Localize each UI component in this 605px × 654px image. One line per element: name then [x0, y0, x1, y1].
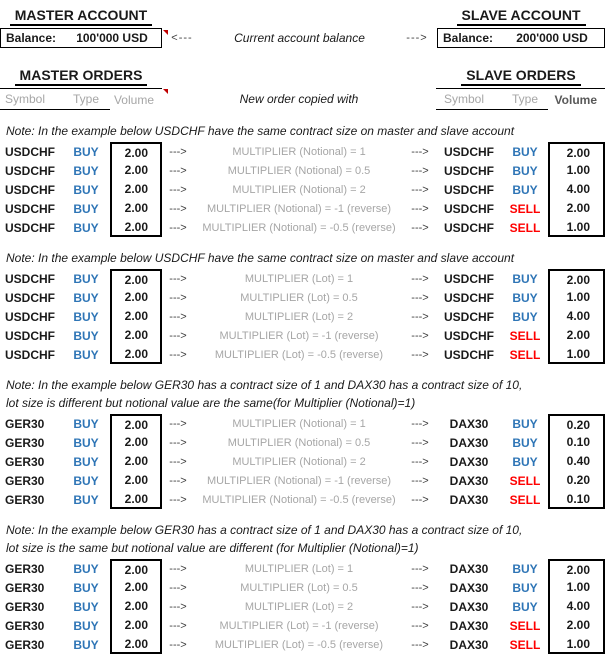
slave-symbol: DAX30 [449, 599, 489, 614]
slave-account-title: SLAVE ACCOUNT [457, 7, 586, 26]
note-line: Note: In the example below USDCHF have the same contract size on master and slave account [6, 251, 515, 265]
order-row [0, 326, 605, 345]
copy-arrow-icon: ---> [411, 417, 429, 430]
slave-order-type: BUY [512, 561, 538, 576]
slave-symbol: USDCHF [444, 271, 494, 286]
copy-arrow-icon: ---> [411, 638, 429, 651]
copy-arrow-icon: ---> [411, 202, 429, 215]
master-symbol: USDCHF [5, 144, 55, 159]
order-row [0, 414, 605, 433]
order-row [0, 269, 605, 288]
slave-symbol: USDCHF [444, 347, 494, 362]
copy-arrow-icon: ---> [411, 164, 429, 177]
slave-volume: 4.00 [548, 307, 605, 326]
order-row [0, 452, 605, 471]
slave-volume: 1.00 [548, 635, 605, 654]
copy-arrow-icon: ---> [411, 145, 429, 158]
order-row [0, 307, 605, 326]
slave-symbol-header: Symbol [436, 88, 502, 110]
slave-order-type: BUY [512, 435, 538, 450]
slave-symbol: DAX30 [449, 454, 489, 469]
copy-arrow-icon: ---> [169, 145, 187, 158]
slave-type-header: Type [502, 88, 548, 110]
multiplier-setting: MULTIPLIER (Notional) = 0.5 [227, 164, 371, 177]
slave-balance-value: 200'000 USD [516, 31, 588, 45]
slave-symbol: USDCHF [444, 144, 494, 159]
slave-volume: 4.00 [548, 597, 605, 616]
slave-symbol: DAX30 [449, 618, 489, 633]
master-symbol: USDCHF [5, 201, 55, 216]
slave-volume: 0.20 [548, 414, 605, 433]
note-line: Note: In the example below GER30 has a contract size of 1 and DAX30 has a contract size of 10, [6, 378, 523, 392]
copy-arrow-icon: ---> [169, 455, 187, 468]
copy-arrow-icon: ---> [169, 581, 187, 594]
slave-order-type: SELL [509, 473, 541, 488]
slave-symbol: DAX30 [449, 416, 489, 431]
slave-symbol: USDCHF [444, 163, 494, 178]
master-volume: 2.00 [110, 307, 162, 326]
master-volume: 2.00 [110, 269, 162, 288]
master-order-type: BUY [73, 347, 99, 362]
copy-arrow-icon: ---> [411, 600, 429, 613]
master-symbol: GER30 [5, 599, 45, 614]
master-order-type: BUY [73, 637, 99, 652]
multiplier-setting: MULTIPLIER (Notional) = -0.5 (reverse) [202, 493, 396, 506]
slave-order-type: BUY [512, 144, 538, 159]
master-symbol: USDCHF [5, 271, 55, 286]
multiplier-setting: MULTIPLIER (Lot) = -0.5 (reverse) [214, 348, 384, 361]
multiplier-setting: MULTIPLIER (Notional) = 2 [232, 455, 366, 468]
master-order-type: BUY [73, 220, 99, 235]
master-account-title: MASTER ACCOUNT [10, 7, 152, 26]
slave-order-type: SELL [509, 637, 541, 652]
master-volume: 2.00 [110, 452, 162, 471]
master-volume: 2.00 [110, 490, 162, 509]
slave-symbol: USDCHF [444, 328, 494, 343]
master-symbol: GER30 [5, 492, 45, 507]
slave-volume: 1.00 [548, 578, 605, 597]
copy-arrow-icon: ---> [411, 474, 429, 487]
slave-symbol: USDCHF [444, 182, 494, 197]
multiplier-setting: MULTIPLIER (Lot) = -1 (reverse) [219, 329, 379, 342]
master-volume: 2.00 [110, 635, 162, 654]
example-block [0, 122, 605, 237]
slave-symbol: DAX30 [449, 492, 489, 507]
master-symbol: USDCHF [5, 163, 55, 178]
slave-volume: 0.10 [548, 433, 605, 452]
master-symbol: GER30 [5, 618, 45, 633]
note-line: lot size is different but notional value are the same(for Multiplier (Notional)=1) [6, 396, 416, 410]
slave-volume: 1.00 [548, 345, 605, 364]
copy-arrow-icon: ---> [411, 619, 429, 632]
master-volume: 2.00 [110, 578, 162, 597]
block-note [6, 521, 605, 557]
slave-volume: 2.00 [548, 616, 605, 635]
order-row [0, 559, 605, 578]
slave-orders-title: SLAVE ORDERS [461, 67, 580, 86]
slave-order-type: BUY [512, 416, 538, 431]
copy-arrow-icon: ---> [411, 183, 429, 196]
copy-arrow-icon: ---> [169, 600, 187, 613]
block-note [6, 122, 605, 140]
master-volume: 2.00 [110, 326, 162, 345]
copy-arrow-icon: ---> [169, 329, 187, 342]
slave-order-type: SELL [509, 201, 541, 216]
master-volume: 2.00 [110, 180, 162, 199]
master-volume: 2.00 [110, 161, 162, 180]
example-block [0, 376, 605, 509]
order-row [0, 635, 605, 654]
copy-arrow-icon: ---> [411, 493, 429, 506]
order-row [0, 597, 605, 616]
copy-arrow-icon: ---> [169, 474, 187, 487]
slave-order-type: SELL [509, 347, 541, 362]
master-symbol: USDCHF [5, 309, 55, 324]
multiplier-setting: MULTIPLIER (Lot) = 1 [244, 562, 354, 575]
master-order-type: BUY [73, 492, 99, 507]
master-order-type: BUY [73, 454, 99, 469]
slave-order-type: BUY [512, 580, 538, 595]
master-order-type: BUY [73, 201, 99, 216]
order-row [0, 161, 605, 180]
copy-arrow-icon: ---> [411, 436, 429, 449]
slave-order-type: SELL [509, 220, 541, 235]
multiplier-setting: MULTIPLIER (Lot) = 0.5 [240, 291, 358, 304]
master-volume: 2.00 [110, 616, 162, 635]
master-order-type: BUY [73, 271, 99, 286]
order-row [0, 288, 605, 307]
master-symbol: GER30 [5, 637, 45, 652]
slave-volume: 1.00 [548, 218, 605, 237]
master-volume: 2.00 [110, 288, 162, 307]
copy-arrow-icon: ---> [169, 221, 187, 234]
master-volume: 2.00 [110, 199, 162, 218]
copy-arrow-icon: ---> [411, 455, 429, 468]
master-balance-value: 100'000 USD [76, 31, 148, 45]
slave-symbol: DAX30 [449, 561, 489, 576]
master-volume: 2.00 [110, 218, 162, 237]
multiplier-setting: MULTIPLIER (Notional) = -1 (reverse) [206, 202, 392, 215]
order-row [0, 433, 605, 452]
copy-arrow-icon: ---> [169, 493, 187, 506]
master-order-type: BUY [73, 163, 99, 178]
example-block [0, 249, 605, 364]
example-blocks [0, 122, 605, 654]
slave-volume: 0.40 [548, 452, 605, 471]
order-row [0, 142, 605, 161]
note-line: Note: In the example below USDCHF have the same contract size on master and slave account [6, 124, 515, 138]
copy-arrow-icon: ---> [411, 310, 429, 323]
slave-volume: 2.00 [548, 199, 605, 218]
multiplier-setting: MULTIPLIER (Lot) = -1 (reverse) [219, 619, 379, 632]
master-order-type: BUY [73, 599, 99, 614]
slave-balance-box [437, 28, 605, 48]
copy-arrow-icon: ---> [169, 562, 187, 575]
copy-arrow-icon: ---> [169, 436, 187, 449]
slave-volume: 1.00 [548, 161, 605, 180]
master-volume: 2.00 [110, 597, 162, 616]
master-order-type: BUY [73, 328, 99, 343]
master-volume: 2.00 [110, 433, 162, 452]
orders-caption: New order copied with [239, 92, 359, 106]
multiplier-setting: MULTIPLIER (Notional) = -1 (reverse) [206, 474, 392, 487]
master-symbol: USDCHF [5, 347, 55, 362]
master-balance-label: Balance: [6, 31, 57, 45]
multiplier-setting: MULTIPLIER (Notional) = -0.5 (reverse) [202, 221, 396, 234]
balance-caption: Current account balance [234, 31, 365, 45]
master-symbol: GER30 [5, 454, 45, 469]
slave-volume: 2.00 [548, 326, 605, 345]
slave-volume: 2.00 [548, 559, 605, 578]
slave-order-type: BUY [512, 599, 538, 614]
copy-arrow-icon: ---> [411, 221, 429, 234]
copy-arrow-icon: ---> [411, 272, 429, 285]
note-line: Note: In the example below GER30 has a contract size of 1 and DAX30 has a contract size of 10, [6, 523, 523, 537]
order-rows [0, 414, 605, 509]
master-order-type: BUY [73, 473, 99, 488]
order-rows [0, 142, 605, 237]
master-volume: 2.00 [110, 559, 162, 578]
slave-symbol: USDCHF [444, 201, 494, 216]
orders-titles-row [0, 64, 605, 88]
multiplier-setting: MULTIPLIER (Lot) = 1 [244, 272, 354, 285]
slave-volume: 1.00 [548, 288, 605, 307]
arrow-right-icon: ---> [406, 32, 428, 44]
copy-arrow-icon: ---> [411, 329, 429, 342]
slave-symbol: USDCHF [444, 220, 494, 235]
slave-symbol: DAX30 [449, 473, 489, 488]
master-type-header: Type [62, 88, 110, 110]
order-row [0, 616, 605, 635]
slave-volume-header: Volume [548, 88, 605, 110]
block-note [6, 249, 605, 267]
comment-indicator-icon [163, 89, 168, 94]
arrow-left-icon: <--- [171, 32, 193, 44]
slave-order-type: SELL [509, 618, 541, 633]
order-row [0, 490, 605, 509]
master-symbol: USDCHF [5, 290, 55, 305]
comment-indicator-icon [163, 30, 168, 35]
copy-arrow-icon: ---> [169, 183, 187, 196]
multiplier-setting: MULTIPLIER (Notional) = 0.5 [227, 436, 371, 449]
copy-arrow-icon: ---> [169, 202, 187, 215]
multiplier-setting: MULTIPLIER (Lot) = 2 [244, 310, 354, 323]
slave-symbol: DAX30 [449, 580, 489, 595]
slave-order-type: SELL [509, 328, 541, 343]
master-order-type: BUY [73, 618, 99, 633]
master-symbol: GER30 [5, 561, 45, 576]
order-row [0, 180, 605, 199]
master-order-type: BUY [73, 580, 99, 595]
slave-balance-label: Balance: [443, 31, 494, 45]
multiplier-setting: MULTIPLIER (Lot) = -0.5 (reverse) [214, 638, 384, 651]
master-orders-title: MASTER ORDERS [15, 67, 148, 86]
slave-volume: 2.00 [548, 269, 605, 288]
master-volume: 2.00 [110, 471, 162, 490]
master-order-type: BUY [73, 309, 99, 324]
account-titles-row [0, 4, 605, 28]
column-headers-row [0, 88, 605, 110]
master-order-type: BUY [73, 435, 99, 450]
multiplier-setting: MULTIPLIER (Notional) = 1 [232, 145, 366, 158]
copy-arrow-icon: ---> [169, 417, 187, 430]
slave-symbol: DAX30 [449, 435, 489, 450]
slave-order-type: BUY [512, 182, 538, 197]
master-order-type: BUY [73, 182, 99, 197]
slave-symbol: USDCHF [444, 290, 494, 305]
order-row [0, 345, 605, 364]
slave-order-type: BUY [512, 454, 538, 469]
master-order-type: BUY [73, 290, 99, 305]
order-row [0, 578, 605, 597]
master-symbol: GER30 [5, 580, 45, 595]
master-volume: 2.00 [110, 142, 162, 161]
master-symbol-header: Symbol [0, 88, 62, 110]
note-line: lot size is the same but notional value are different (for Multiplier (Notional)=1) [6, 541, 419, 555]
order-row [0, 199, 605, 218]
master-symbol: GER30 [5, 416, 45, 431]
copy-arrow-icon: ---> [169, 638, 187, 651]
copy-arrow-icon: ---> [169, 291, 187, 304]
block-note [6, 376, 605, 412]
order-row [0, 218, 605, 237]
slave-volume: 2.00 [548, 142, 605, 161]
copy-arrow-icon: ---> [411, 581, 429, 594]
copy-arrow-icon: ---> [169, 619, 187, 632]
slave-order-type: BUY [512, 309, 538, 324]
example-block [0, 521, 605, 654]
slave-volume: 4.00 [548, 180, 605, 199]
master-order-type: BUY [73, 144, 99, 159]
slave-volume: 0.20 [548, 471, 605, 490]
slave-symbol: DAX30 [449, 637, 489, 652]
slave-order-type: SELL [509, 492, 541, 507]
copy-arrow-icon: ---> [169, 310, 187, 323]
copy-arrow-icon: ---> [169, 164, 187, 177]
master-symbol: USDCHF [5, 220, 55, 235]
master-symbol: GER30 [5, 473, 45, 488]
multiplier-setting: MULTIPLIER (Notional) = 1 [232, 417, 366, 430]
slave-order-type: BUY [512, 163, 538, 178]
multiplier-setting: MULTIPLIER (Lot) = 2 [244, 600, 354, 613]
master-volume-header: Volume [110, 88, 162, 110]
balance-row [0, 28, 605, 48]
master-balance-box [0, 28, 162, 48]
master-order-type: BUY [73, 561, 99, 576]
multiplier-setting: MULTIPLIER (Lot) = 0.5 [240, 581, 358, 594]
master-order-type: BUY [73, 416, 99, 431]
slave-volume: 0.10 [548, 490, 605, 509]
copy-arrow-icon: ---> [411, 562, 429, 575]
copy-arrow-icon: ---> [169, 348, 187, 361]
order-row [0, 471, 605, 490]
order-rows [0, 269, 605, 364]
copy-arrow-icon: ---> [411, 348, 429, 361]
master-volume: 2.00 [110, 414, 162, 433]
master-symbol: GER30 [5, 435, 45, 450]
master-symbol: USDCHF [5, 328, 55, 343]
order-rows [0, 559, 605, 654]
slave-order-type: BUY [512, 271, 538, 286]
copy-arrow-icon: ---> [169, 272, 187, 285]
master-symbol: USDCHF [5, 182, 55, 197]
slave-symbol: USDCHF [444, 309, 494, 324]
master-volume: 2.00 [110, 345, 162, 364]
multiplier-setting: MULTIPLIER (Notional) = 2 [232, 183, 366, 196]
slave-order-type: BUY [512, 290, 538, 305]
copy-arrow-icon: ---> [411, 291, 429, 304]
